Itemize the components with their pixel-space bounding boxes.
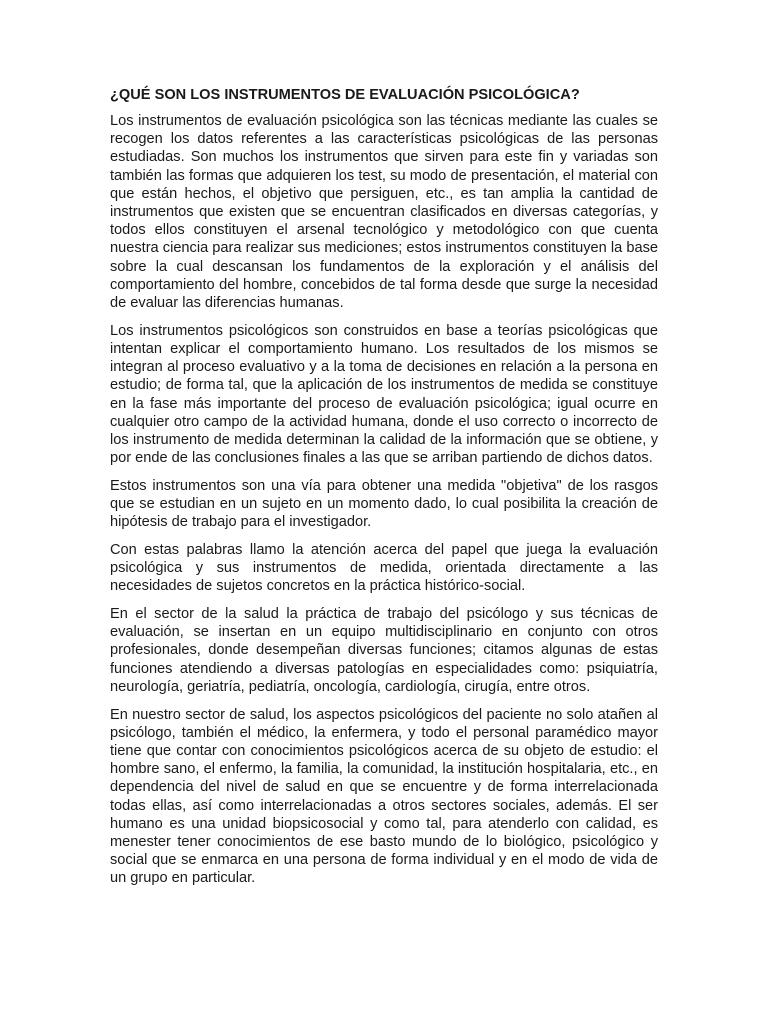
- paragraph-1: Los instrumentos de evaluación psicológica son las técnicas mediante las cuales se recogen los datos referentes a las características psicológicas de las personas estudiadas. Son muchos los instrumentos que sirven para este fin y variadas son también las formas que adquieren los test, su modo de presentación, el material con que están hechos, el objetivo que persiguen, etc., es tan amplia la cantidad de instrumentos que existen que se encuentran clasificados en diversas categorías, y todos ellos constituyen el arsenal tecnológico y metodológico con que cuenta nuestra ciencia para realizar sus mediciones; estos instrumentos constituyen la base sobre la cual descansan los fundamentos de la exploración y el análisis del comportamiento del hombre, concebidos de tal forma desde que surge la necesidad de evaluar las diferencias humanas.: [110, 113, 658, 312]
- paragraph-6: En nuestro sector de salud, los aspectos psicológicos del paciente no solo atañen al psicólogo, también el médico, la enfermera, y todo el personal paramédico mayor tiene que contar con conocimientos psicológicos acerca de su objeto de estudio: el hombre sano, el enfermo, la familia, la comunidad, la institución hospitalaria, etc., en dependencia del nivel de salud en que se encuentre y de forma interrelacionada todas ellas, así como interrelacionadas a otros sectores sociales, además. El ser humano es una unidad biopsicosocial y como tal, para atenderlo con calidad, es menester tener conocimientos de ese basto mundo de lo biológico, psicológico y social que se enmarca en una persona de forma individual y en el modo de vida de un grupo en particular.: [110, 706, 658, 887]
- document-title: ¿QUÉ SON LOS INSTRUMENTOS DE EVALUACIÓN PSICOLÓGICA?: [110, 87, 580, 103]
- paragraph-4: Con estas palabras llamo la atención acerca del papel que juega la evaluación psicológica y sus instrumentos de medida, orientada directamente a las necesidades de sujetos concretos en la práctica histórico-social.: [110, 541, 658, 595]
- paragraph-5: En el sector de la salud la práctica de trabajo del psicólogo y sus técnicas de evaluación, se insertan en un equipo multidisciplinario en conjunto con otros profesionales, donde desempeñan diversas funciones; citamos algunas de estas funciones atendiendo a diversas patologías en especialidades como: psiquiatría, neurología, geriatría, pediatría, oncología, cardiología, cirugía, entre otros.: [110, 606, 658, 695]
- paragraph-2: Los instrumentos psicológicos son construidos en base a teorías psicológicas que intentan explicar el comportamiento humano. Los resultados de los mismos se integran al proceso evaluativo y a la toma de decisiones en relación a la persona en estudio; de forma tal, que la aplicación de los instrumentos de medida se constituye en la fase más importante del proceso de evaluación psicológica; igual ocurre en cualquier otro campo de la actividad humana, donde el uso correcto o incorrecto de los instrumento de medida determinan la calidad de la información que se obtiene, y por ende de las conclusiones finales a las que se arriban partiendo de dichos datos.: [110, 322, 658, 467]
- paragraph-3: Estos instrumentos son una vía para obtener una medida "objetiva" de los rasgos que se estudian en un sujeto en un momento dado, lo cual posibilita la creación de hipótesis de trabajo para el investigador.: [110, 477, 658, 531]
